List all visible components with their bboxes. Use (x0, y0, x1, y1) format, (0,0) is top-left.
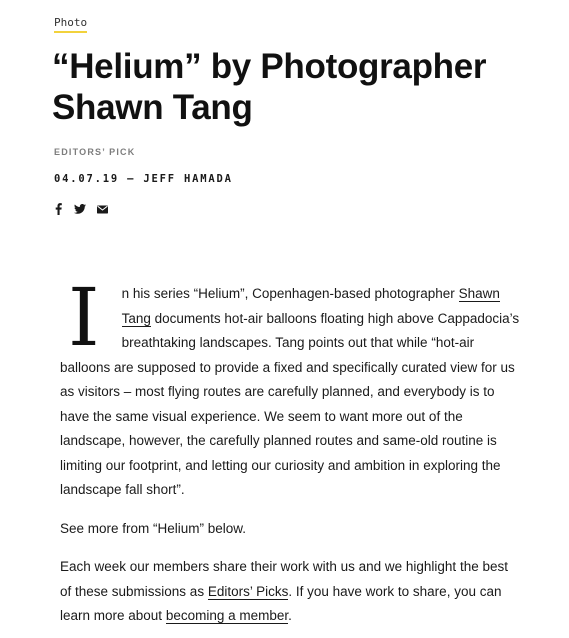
members-text-c: . (288, 608, 292, 623)
editors-picks-link[interactable]: Editors’ Picks (207, 583, 289, 599)
paragraph-intro (60, 271, 520, 503)
byline (54, 173, 233, 185)
article-title: “Helium” by Photographer Shawn Tang (52, 47, 487, 127)
share-buttons (52, 203, 108, 215)
editors-pick-label: EDITORS’ PICK (54, 147, 136, 157)
members-text-b: . If you have work to share, you can learn more about (60, 583, 502, 623)
paragraph-see-more: See more from “Helium” below. (60, 520, 247, 536)
intro-text-a: n his series “Helium”, Copenhagen-based photographer (121, 286, 459, 301)
author-link[interactable]: JEFF HAMADA (143, 173, 233, 185)
twitter-icon[interactable] (74, 203, 86, 215)
byline-separator: – (127, 173, 136, 185)
paragraph-members (60, 555, 520, 629)
shawn-tang-link[interactable]: Shawn Tang (121, 286, 500, 326)
members-text-a: Each week our members share their work with us and we highlight the best of these submissions as (60, 559, 508, 599)
become-member-link[interactable]: becoming a member (165, 608, 289, 623)
drop-cap: I (68, 271, 100, 364)
facebook-icon[interactable] (52, 203, 64, 215)
article-body (60, 271, 520, 638)
intro-text-b: documents hot-air balloons floating high above Cappadocia’s breathtaking landscapes. Tang points out that while “hot-air balloons are supposed to provide a fixed and specifically curated view for us as visitors – most flying routes are carefully planned, and everybody is to have the same visual experience. We seem to want more out of the landscape, however, the carefully planned routes and same-old routine is limiting our footprint, and letting our curiosity and ambition in exploring the landscape fall short”. (60, 310, 520, 497)
category-link[interactable]: Photo (54, 16, 87, 33)
email-icon[interactable] (96, 203, 108, 215)
publish-date: 04.07.19 (54, 173, 119, 185)
